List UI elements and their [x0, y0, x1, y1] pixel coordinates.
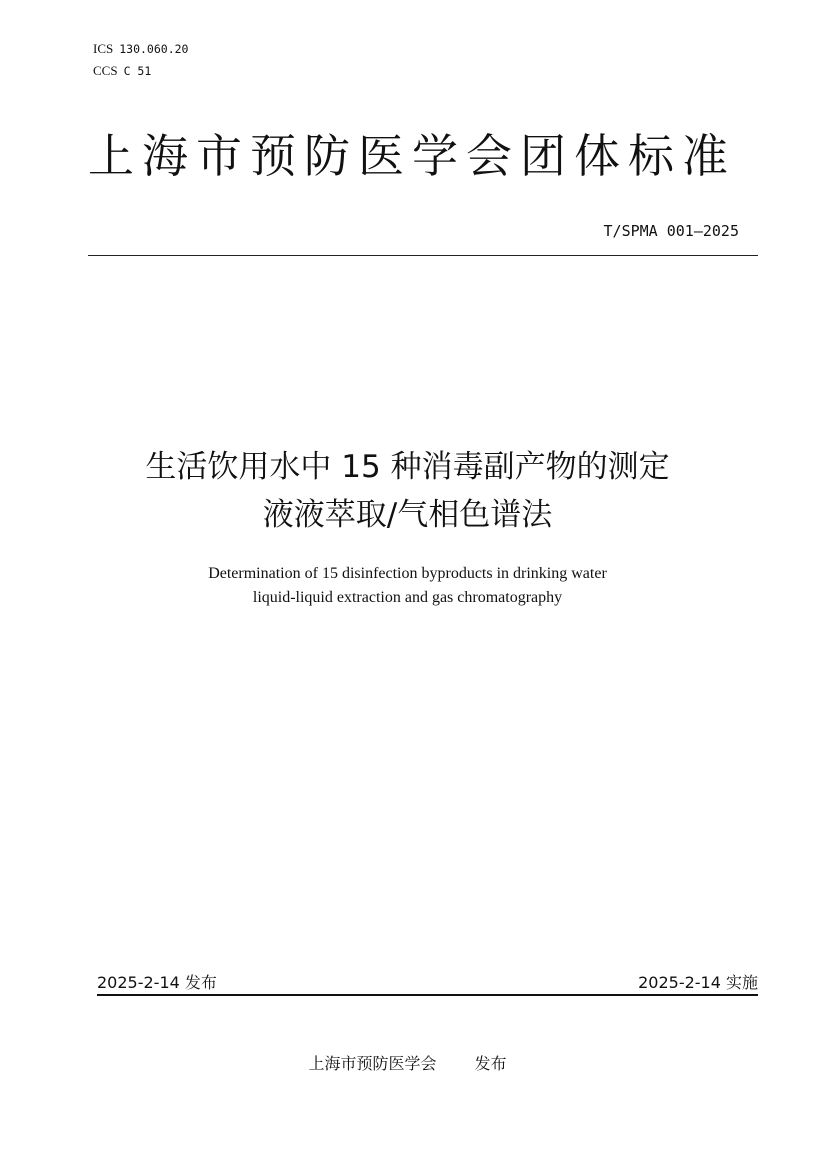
ccs-value: C 51	[123, 64, 152, 78]
publisher-line	[0, 1051, 815, 1074]
publisher-name: 上海市预防医学会	[308, 1054, 437, 1073]
ccs-line	[93, 60, 188, 82]
ics-label: ICS	[93, 41, 114, 56]
top-divider	[88, 255, 758, 256]
standard-category-title: 上海市预防医学会团体标准	[88, 129, 736, 183]
standard-number: T/SPMA 001—2025	[603, 222, 739, 240]
chinese-title-line-1: 生活饮用水中 15 种消毒副产物的测定	[145, 449, 670, 485]
release-date: 2025-2-14 发布	[97, 973, 217, 992]
classification-codes	[93, 38, 188, 82]
ccs-label: CCS	[93, 63, 118, 78]
chinese-title	[0, 443, 815, 539]
english-title-line-1: Determination of 15 disinfection byproducts in drinking water	[208, 565, 607, 582]
bottom-divider	[97, 994, 758, 996]
english-title-line-2: liquid-liquid extraction and gas chromatography	[252, 589, 563, 606]
chinese-title-line-2: 液液萃取/气相色谱法	[262, 497, 553, 533]
implementation-date: 2025-2-14 实施	[638, 973, 758, 992]
ics-value: 130.060.20	[119, 42, 189, 56]
english-title	[0, 562, 815, 610]
ics-line	[93, 38, 188, 60]
publisher-action: 发布	[474, 1054, 507, 1073]
